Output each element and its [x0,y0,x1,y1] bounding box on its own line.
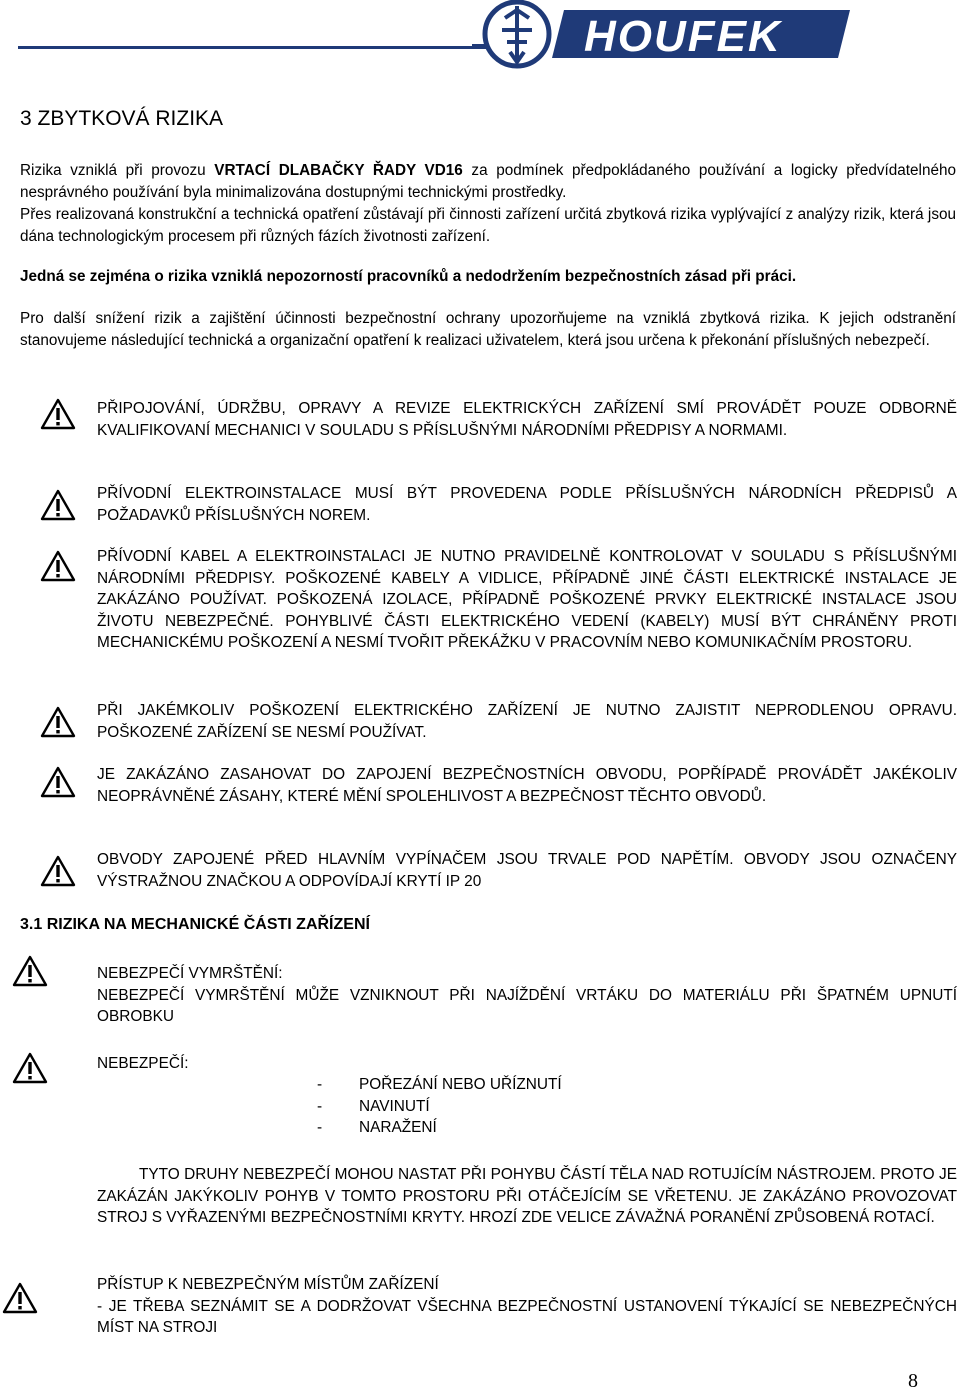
access-hazard-title: PŘÍSTUP K NEBEZPEČNÝM MÍSTŮM ZAŘÍZENÍ [97,1276,439,1293]
measures-paragraph: Pro další snížení rizik a zajištění účinnosti bezpečnostní ochrany upozorňujeme na vzniklá zbytková rizika. K jejich odstranění stanovujeme následující technická a organizační opatření k realizaci uživatelem, která jsou určena k překonání příslušných nebezpečí. [20,310,956,349]
hazard-title: NEBEZPEČÍ: [97,1055,189,1072]
warning-text: JE ZAKÁZÁNO ZASAHOVAT DO ZAPOJENÍ BEZPEČNOSTNÍCH OBVODU, POPŘÍPADĚ PROVÁDĚT JAKÉKOLIV NEOPRÁVNĚNÉ ZÁSAHY, KTERÉ MĚNÍ SPOLEHLIVOST A BEZPEČNOST TĚCHTO OBVODŮ. [97,766,957,805]
page-number: 8 [908,1370,918,1392]
list-item: - NAVINUTÍ [317,1097,430,1115]
warning-icon [12,955,48,987]
warning-icon [40,766,76,798]
warning-icon [40,489,76,521]
warning-icon [40,398,76,430]
warning-icon [12,1052,48,1084]
warning-text: PŘÍVODNÍ ELEKTROINSTALACE MUSÍ BÝT PROVEDENA PODLE PŘÍSLUŠNÝCH NÁRODNÍCH PŘEDPISŮ A POŽADAVKŮ PŘÍSLUŠNÝCH NOREM. [97,485,957,524]
access-hazard [97,1274,957,1339]
hazard-list [317,1074,817,1139]
ejection-hazard-title: NEBEZPEČÍ VYMRŠTĚNÍ: [97,965,283,982]
residual-risks-paragraph: Přes realizovaná konstrukční a technická opatření zůstávají při činnosti zařízení určitá zbytková rizika vyplývající z analýzy rizik, která jsou dána technologickým procesem při různých fázích životnosti zařízení. [20,206,956,245]
warning-icon [2,1282,38,1314]
emphasis-paragraph: Jedná se zejména o rizika vzniklá nepozorností pracovníků a nedodržením bezpečnostních zásad při práci. [20,268,797,285]
intro-paragraph: Rizika vzniklá při provozu VRTACÍ DLABAČKY ŘADY VD16 za podmínek předpokládaného používání a logicky předvídatelného nesprávného používání byla minimalizována dostupnými technickými prostředky. [20,162,956,201]
subsection-title: 3.1 RIZIKA NA MECHANICKÉ ČÁSTI ZAŘÍZENÍ [20,916,370,933]
list-item: - POŘEZÁNÍ NEBO UŘÍZNUTÍ [317,1076,562,1093]
access-hazard-text: - JE TŘEBA SEZNÁMIT SE A DODRŽOVAT VŠECHNA BEZPEČNOSTNÍ USTANOVENÍ TÝKAJÍCÍ SE NEBEZPEČNÝCH MÍST NA STROJI [97,1297,957,1336]
warning-text: PŘI JAKÉMKOLIV POŠKOZENÍ ELEKTRICKÉHO ZAŘÍZENÍ JE NUTNO ZAJISTIT NEPRODLENOU OPRAVU. POŠKOZENÉ ZAŘÍZENÍ SE NESMÍ POUŽÍVAT. [97,702,957,741]
warning-text: PŘÍVODNÍ KABEL A ELEKTROINSTALACI JE NUTNO PRAVIDELNĚ KONTROLOVAT V SOULADU S PŘÍSLUŠNÝMI NÁRODNÍMI PŘEDPISY. POŠKOZENÉ KABELY A VIDLICE, PŘÍPADNĚ JINÉ ČÁSTI ELEKTRICKÉ INSTALACE JE ZAKÁZÁNO POUŽÍVAT. POŠKOZENÁ IZOLACE, PŘÍPADNĚ POŠKOZENÉ PRVKY ELEKTRICKÉ INSTALACE JSOU ŽIVOTU NEBEZPEČNÉ. POHYBLIVÉ ČÁSTI ELEKTRICKÉHO VEDENÍ (KABELY) MUSÍ BÝT CHRÁNĚNY PROTI MECHANICKÉMU POŠKOZENÍ A NESMÍ TVOŘIT PŘEKÁŽKU V PRACOVNÍM NEBO KOMUNIKAČNÍM PROSTORU. [97,548,957,651]
warning-text: PŘIPOJOVÁNÍ, ÚDRŽBU, OPRAVY A REVIZE ELEKTRICKÝCH ZAŘÍZENÍ SMÍ PROVÁDĚT POUZE ODBORNĚ KVALIFIKOVANÍ MECHANICI V SOULADU S PŘÍSLUŠNÝMI NÁRODNÍMI PŘEDPISY A NORMAMI. [97,400,957,439]
section-title: 3 ZBYTKOVÁ RIZIKA [20,107,224,130]
warning-icon [40,550,76,582]
rotation-hazard-text: TYTO DRUHY NEBEZPEČÍ MOHOU NASTAT PŘI POHYBU ČÁSTÍ TĚLA NAD ROTUJÍCÍM NÁSTROJEM. PROTO JE ZAKÁZÁN JAKÝKOLIV POHYB V TOMTO PROSTORU PŘI OTÁČEJÍCÍM SE VŘETENU. JE ZAKÁZÁNO PROVOZOVAT STROJ S VYŘAZENÝMI BEZPEČNOSTNÍMI KRYTY. HROZÍ ZDE VELICE ZÁVAŽNÁ PORANĚNÍ ZPŮSOBENÁ ROTACÍ. [97,1166,957,1226]
ejection-hazard [97,963,957,1028]
ejection-hazard-text: NEBEZPEČÍ VYMRŠTĚNÍ MŮŽE VZNIKNOUT PŘI NAJÍŽDĚNÍ VRTÁKU DO MATERIÁLU PŘI ŠPATNÉM UPNUTÍ OBROBKU [97,986,957,1025]
list-item: - NARAŽENÍ [317,1119,437,1136]
machine-name: VRTACÍ DLABAČKY ŘADY VD16 [214,162,463,179]
header-rule [18,46,490,49]
warning-icon [40,706,76,738]
houfek-logo [472,0,960,70]
warning-text: OBVODY ZAPOJENÉ PŘED HLAVNÍM VYPÍNAČEM JSOU TRVALE POD NAPĚTÍM. OBVODY JSOU OZNAČENY VÝSTRAŽNOU ZNAČKOU A ODPOVÍDAJÍ KRYTÍ IP 20 [97,851,957,890]
svg-text:HOUFEK: HOUFEK [584,12,782,61]
warning-icon [40,855,76,887]
